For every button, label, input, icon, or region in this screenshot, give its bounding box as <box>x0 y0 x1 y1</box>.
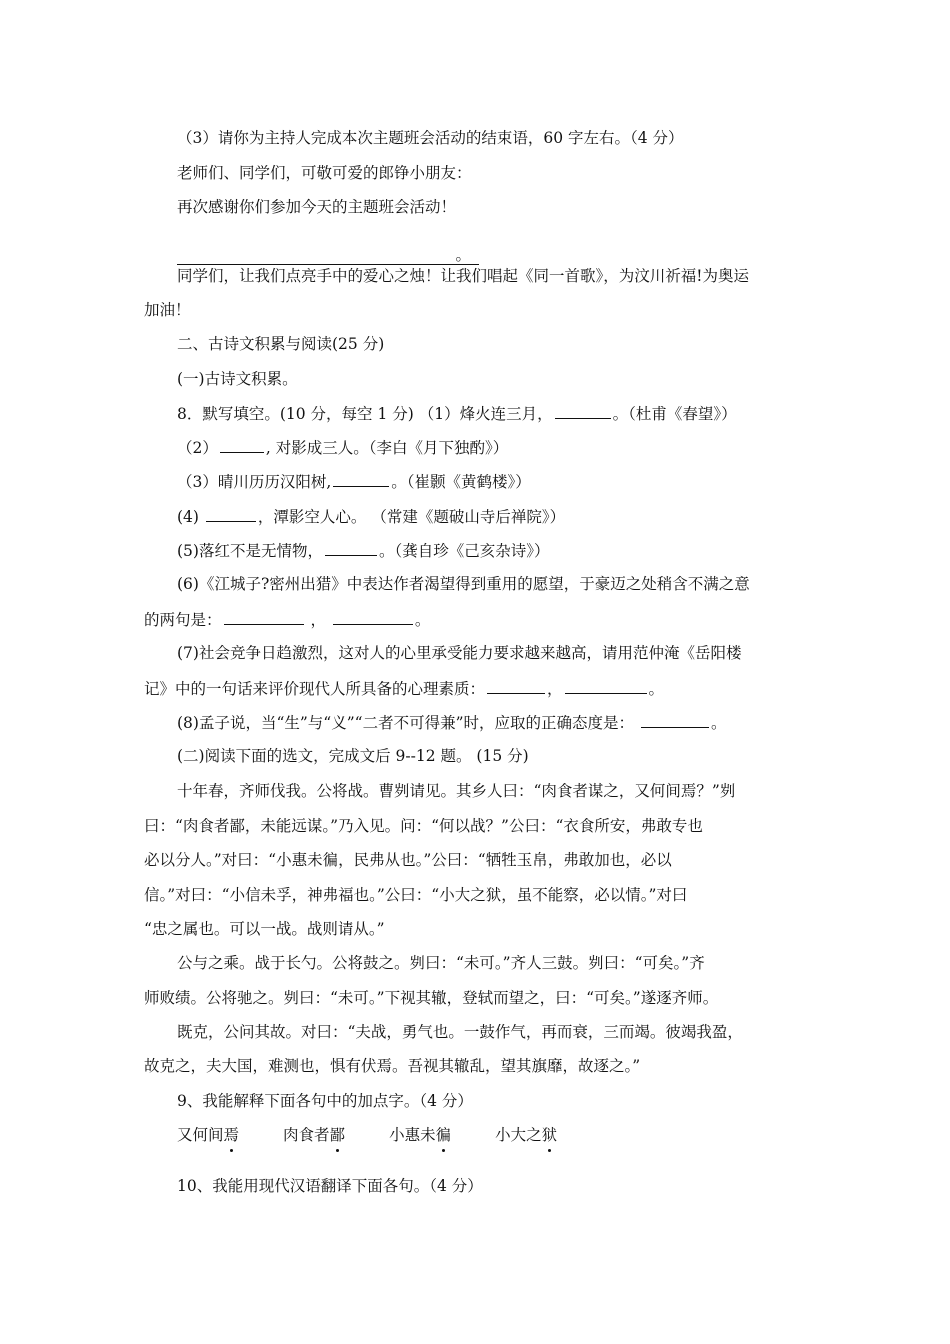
item-2-text: , 对影成三人。（李白《月下独酌》） <box>265 439 509 457</box>
blank-8-1 <box>555 402 611 419</box>
phrase-1-text: 又何间 <box>177 1126 224 1144</box>
blank-8-3 <box>333 470 389 487</box>
question-8-item-7-line-2 <box>144 677 814 700</box>
passage-line-6: 公与之乘。战于长勺。公将鼓之。刿曰：“未可。”齐人三鼓。刿曰：“可矣。”齐 <box>177 954 705 972</box>
phrase-4-text: 小大之 <box>495 1126 542 1144</box>
item-4-text: ，潭影空人心。 （常建《题破山寺后禅院》） <box>257 508 566 526</box>
item-2-number: （2） <box>177 439 218 457</box>
phrase-3-text: 小惠未 <box>389 1126 436 1144</box>
blank-8-6a <box>224 608 304 625</box>
item-5-text: (5)落红不是无情物， <box>177 542 323 560</box>
question-3-prompt: （3）请你为主持人完成本次主题班会活动的结束语，60 字左右。（4 分） <box>177 129 684 147</box>
question-9-phrases <box>177 1124 847 1146</box>
item-6-lead: 的两句是： <box>144 611 222 629</box>
blank-8-5 <box>325 539 377 556</box>
item-7-comma: ， <box>547 680 563 698</box>
item-6-comma: ， <box>310 611 326 629</box>
phrase-1 <box>177 1126 239 1144</box>
item-3-source: 。（崔颢《黄鹤楼》） <box>391 473 531 491</box>
subsection-2-heading: (二)阅读下面的选文，完成文后 9--12 题。 (15 分) <box>177 747 529 765</box>
blank-8-4 <box>206 505 256 522</box>
phrase-4 <box>495 1126 557 1144</box>
passage-line-7: 师败绩。公将驰之。刿曰：“未可。”下视其辙，登轼而望之，曰：“可矣。”遂逐齐师。 <box>144 989 719 1007</box>
subsection-1-heading: (一)古诗文积累。 <box>177 370 298 388</box>
item-8-period: 。 <box>710 714 727 732</box>
question-8-item-7-line-1: (7)社会竞争日趋激烈，这对人的心里承受能力要求越来越高，请用范仲淹《岳阳楼 <box>177 644 742 662</box>
question-8-item-3 <box>177 470 847 493</box>
item-5-source: 。（龚自珍《己亥杂诗》） <box>378 542 550 560</box>
phrase-3 <box>389 1126 451 1144</box>
closing-greeting: 老师们、同学们，可敬可爱的郎铮小朋友： <box>177 164 472 182</box>
item-7-period: 。 <box>648 680 665 698</box>
closing-paragraph-line-1: 同学们，让我们点亮手中的爱心之烛！让我们唱起《同一首歌》，为汶川祈福!为奥运 <box>177 267 749 285</box>
phrase-2-dotted: 鄙 <box>329 1126 346 1144</box>
blank-8-6b <box>333 608 413 625</box>
question-8-item-6-line-1: (6)《江城子?密州出猎》中表达作者渴望得到重用的愿望，于豪迈之处稍含不满之意 <box>177 575 750 593</box>
passage-line-3: 必以分人。”对曰：“小惠未徧，民弗从也。”公曰：“牺牲玉帛，弗敢加也，必以 <box>144 851 672 869</box>
blank-8-7a <box>487 677 545 694</box>
phrase-2 <box>283 1126 345 1144</box>
question-9-prompt: 9、我能解释下面各句中的加点字。（4 分） <box>177 1092 473 1110</box>
phrase-4-dotted: 狱 <box>541 1126 558 1144</box>
item-6-period: 。 <box>414 611 431 629</box>
item-8-text: (8)孟子说，当“生”与“义”“二者不可得兼”时，应取的正确态度是： <box>177 714 635 732</box>
question-10-prompt: 10、我能用现代汉语翻译下面各句。（4 分） <box>177 1177 483 1195</box>
item-3-text: （3）晴川历历汉阳树, <box>177 473 332 491</box>
phrase-1-dotted: 焉 <box>223 1126 240 1144</box>
blank-8-7b <box>565 677 647 694</box>
item-4-number: (4) <box>177 508 199 526</box>
passage-line-5: “忠之属也。可以一战。战则请从。” <box>144 920 385 938</box>
passage-line-1: 十年春，齐师伐我。公将战。曹刿请见。其乡人曰：“肉食者谋之，又何间焉？”刿 <box>177 782 736 800</box>
question-8-item-1 <box>177 402 847 425</box>
question-8-item-5 <box>177 539 847 562</box>
passage-line-2: 曰：“肉食者鄙，未能远谋。”乃入见。问：“何以战？”公曰：“衣食所安，弗敢专也 <box>144 817 703 835</box>
answer-line-closing <box>177 244 479 265</box>
closing-paragraph-line-2: 加油！ <box>144 301 191 319</box>
passage-line-8: 既克，公问其故。对曰：“夫战，勇气也。一鼓作气，再而衰，三而竭。彼竭我盈， <box>177 1023 743 1041</box>
question-8-item-4 <box>177 505 847 528</box>
question-8-intro: 8．默写填空。(10 分，每空 1 分) （1）烽火连三月， <box>177 405 553 423</box>
closing-thanks: 再次感谢你们参加今天的主题班会活动！ <box>177 198 457 216</box>
blank-8-8 <box>641 711 709 728</box>
passage-line-9: 故克之，夫大国，难测也，惧有伏焉。吾视其辙乱，望其旗靡，故逐之。” <box>144 1057 641 1075</box>
question-8-item-8 <box>177 711 847 734</box>
phrase-2-text: 肉食者 <box>283 1126 330 1144</box>
passage-line-4: 信。”对曰：“小信未孚，神弗福也。”公曰：“小大之狱，虽不能察，必以情。”对曰 <box>144 886 688 904</box>
phrase-3-dotted: 徧 <box>435 1126 452 1144</box>
question-8-item-1-source: 。（杜甫《春望》） <box>612 405 737 423</box>
blank-8-2 <box>220 436 264 453</box>
question-8-item-6-line-2 <box>144 608 814 631</box>
question-8-item-2 <box>177 436 847 459</box>
answer-line-period: 。 <box>455 246 471 264</box>
item-7-lead: 记》中的一句话来评价现代人所具备的心理素质： <box>144 680 486 698</box>
section-2-heading: 二、古诗文积累与阅读(25 分) <box>177 335 385 353</box>
